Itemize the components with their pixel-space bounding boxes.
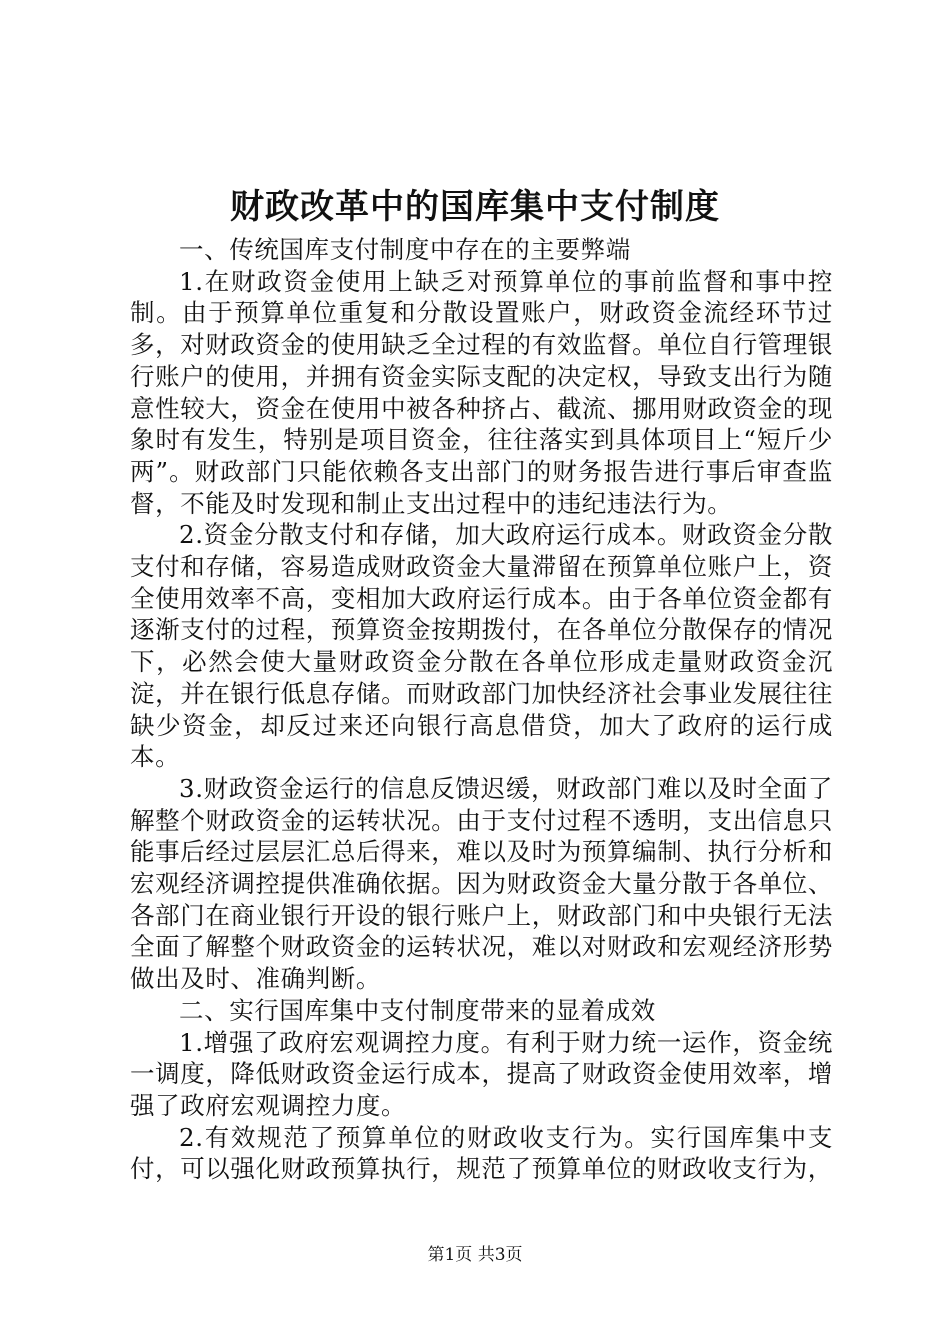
- document-body: [130, 234, 833, 1185]
- paragraph: 3.财政资金运行的信息反馈迟缓，财政部门难以及时全面了解整个财政资金的运转状况。由于支付过程不透明，支出信息只能事后经过层层汇总后得来，难以及时为预算编制、执行分析和宏观经济调控提供准确依据。因为财政资金大量分散于各单位、各部门在商业银行开设的银行账户上，财政部门和中央银行无法全面了解整个财政资金的运转状况，难以对财政和宏观经济形势做出及时、准确判断。: [130, 773, 833, 994]
- document-title: 财政改革中的国库集中支付制度: [230, 187, 720, 227]
- page-number-footer: 第1页 共3页: [427, 1245, 523, 1265]
- paragraph: 1.增强了政府宏观调控力度。有利于财力统一运作，资金统一调度，降低财政资金运行成本，提高了财政资金使用效率，增强了政府宏观调控力度。: [130, 1027, 833, 1120]
- paragraph: 2.资金分散支付和存储，加大政府运行成本。财政资金分散支付和存储，容易造成财政资金大量滞留在预算单位账户上，资全使用效率不高，变相加大政府运行成本。由于各单位资金都有逐渐支付的过程，预算资金按期拨付，在各单位分散保存的情况下，必然会使大量财政资金分散在各单位形成走量财政资金沉淀，并在银行低息存储。而财政部门加快经济社会事业发展往往缺少资金，却反过来还向银行高息借贷，加大了政府的运行成本。: [130, 520, 833, 772]
- section-heading-2: 二、实行国库集中支付制度带来的显着成效: [179, 995, 656, 1025]
- paragraph: 2.有效规范了预算单位的财政收支行为。实行国库集中支付，可以强化财政预算执行，规范了预算单位的财政收支行为，: [130, 1122, 833, 1184]
- section-heading-1: 一、传统国库支付制度中存在的主要弊端: [179, 235, 631, 264]
- paragraph: 1.在财政资金使用上缺乏对预算单位的事前监督和事中控制。由于预算单位重复和分散设置账户，财政资金流经环节过多，对财政资金的使用缺乏全过程的有效监督。单位自行管理银行账户的使用，并拥有资金实际支配的决定权，导致支出行为随意性较大，资金在使用中被各种挤占、截流、挪用财政资金的现象时有发生，特别是项目资金，往往落实到具体项目上“短斤少两”。财政部门只能依赖各支出部门的财务报告进行事后审查监督，不能及时发现和制止支出过程中的违纪违法行为。: [130, 266, 833, 518]
